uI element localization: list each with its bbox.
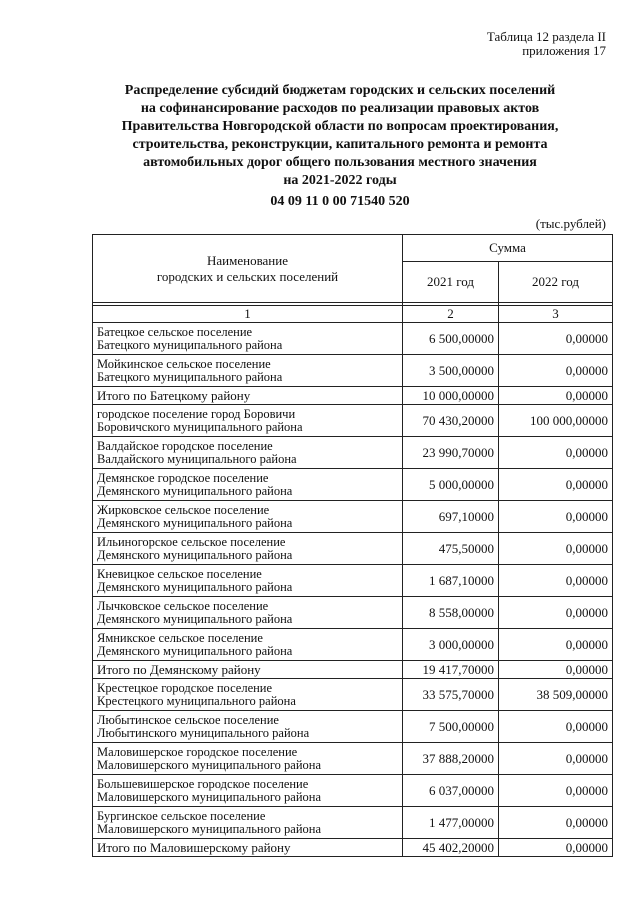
district-name: Батецкого муниципального района [97,337,283,352]
table-row [93,597,613,629]
district-name: Демянского муниципального района [97,643,293,658]
amount-2021: 23 990,70000 [403,437,499,469]
amount-2022: 0,00000 [499,533,613,565]
settlement-name-cell [93,679,403,711]
amount-2021: 1 477,00000 [403,807,499,839]
amount-2021: 7 500,00000 [403,711,499,743]
table-row [93,533,613,565]
table-total-row [93,387,613,405]
table-row [93,323,613,355]
amount-2021: 6 037,00000 [403,775,499,807]
amount-2022: 0,00000 [499,501,613,533]
settlement-name-cell [93,323,403,355]
header-name-line2: городских и сельских поселений [156,268,339,284]
settlement-name-cell [93,405,403,437]
table-total-row [93,661,613,679]
settlement-name-cell [93,437,403,469]
title-line: автомобильных дорог общего пользования местного значения [143,155,537,170]
table-row [93,501,613,533]
amount-2022: 0,00000 [499,387,613,405]
table-row [93,437,613,469]
column-number: 3 [499,306,613,323]
settlement-name-cell [93,533,403,565]
settlement-name: Батецкое сельское поселение [97,324,253,339]
settlement-name-cell [93,469,403,501]
amount-2021: 6 500,00000 [403,323,499,355]
column-numbers-row [93,306,613,323]
table-reference-line2: приложения 17 [522,43,606,58]
settlement-name: Лычковское сельское поселение [97,598,269,613]
settlement-name: Кневицкое сельское поселение [97,566,262,581]
district-name: Демянского муниципального района [97,579,293,594]
title-line: на софинансирование расходов по реализации правовых актов [140,101,540,116]
district-name: Демянского муниципального района [97,515,293,530]
amount-2022: 0,00000 [499,323,613,355]
district-name: Боровичского муниципального района [97,419,303,434]
district-name: Демянского муниципального района [97,547,293,562]
amount-2021: 3 000,00000 [403,629,499,661]
title-line: Правительства Новгородской области по вопросам проектирования, [121,119,559,134]
settlement-name-cell [93,355,403,387]
amount-2021: 3 500,00000 [403,355,499,387]
table-row [93,775,613,807]
settlement-name: Маловишерское городское поселение [97,744,298,759]
table-row [93,629,613,661]
amount-2022: 0,00000 [499,437,613,469]
table-row [93,711,613,743]
amount-2022: 0,00000 [499,711,613,743]
unit-label: (тыс.рублей) [535,216,606,231]
header-name-line1: Наименование [207,252,288,268]
header-sum: Сумма [403,235,613,262]
settlement-name: Крестецкое городское поселение [97,680,273,695]
amount-2022: 0,00000 [499,565,613,597]
amount-2022: 100 000,00000 [499,405,613,437]
district-name: Батецкого муниципального района [97,369,283,384]
amount-2022: 0,00000 [499,807,613,839]
amount-2022: 0,00000 [499,355,613,387]
amount-2021: 10 000,00000 [403,387,499,405]
settlement-name-cell [93,807,403,839]
table-row [93,355,613,387]
table-row [93,469,613,501]
settlement-name: Итого по Батецкому району [97,387,251,403]
settlement-name: Любытинское сельское поселение [97,712,279,727]
settlement-name: Итого по Демянскому району [97,661,261,677]
settlement-name-cell [93,775,403,807]
amount-2021: 8 558,00000 [403,597,499,629]
amount-2022: 0,00000 [499,469,613,501]
amount-2022: 0,00000 [499,775,613,807]
table-row [93,743,613,775]
table-reference-line1: Таблица 12 раздела II [486,29,606,44]
table-row [93,565,613,597]
district-name: Маловишерского муниципального района [97,821,322,836]
title-line: на 2021-2022 годы [283,173,397,188]
settlement-name: Валдайское городское поселение [97,438,273,453]
amount-2021: 697,10000 [403,501,499,533]
amount-2022: 0,00000 [499,839,613,857]
column-number: 1 [93,306,403,323]
table-row [93,679,613,711]
amount-2021: 70 430,20000 [403,405,499,437]
title-line: строительства, реконструкции, капитального ремонта и ремонта [132,137,548,152]
settlement-name: Бургинское сельское поселение [97,808,266,823]
budget-code: 04 09 11 0 00 71540 520 [270,194,410,209]
amount-2022: 0,00000 [499,597,613,629]
settlement-name-cell [93,501,403,533]
amount-2021: 19 417,70000 [403,661,499,679]
column-number: 2 [403,306,499,323]
district-name: Валдайского муниципального района [97,451,297,466]
header-2022: 2022 год [499,262,613,303]
header-name [93,235,403,303]
amount-2021: 37 888,20000 [403,743,499,775]
settlement-name: Мойкинское сельское поселение [97,356,271,371]
settlement-name: Ямникское сельское поселение [97,630,263,645]
district-name: Демянского муниципального района [97,483,293,498]
amount-2021: 475,50000 [403,533,499,565]
settlement-name-cell [93,387,403,405]
district-name: Любытинского муниципального района [97,725,310,740]
subsidy-table [92,234,613,857]
settlement-name: Большевишерское городское поселение [97,776,309,791]
table-row [93,807,613,839]
amount-2021: 5 000,00000 [403,469,499,501]
amount-2022: 0,00000 [499,743,613,775]
district-name: Маловишерского муниципального района [97,757,322,772]
amount-2022: 0,00000 [499,629,613,661]
district-name: Крестецкого муниципального района [97,693,296,708]
amount-2021: 1 687,10000 [403,565,499,597]
settlement-name-cell [93,711,403,743]
table-total-row [93,839,613,857]
title-line: Распределение субсидий бюджетам городских и сельских поселений [124,83,556,98]
settlement-name: Ильиногорское сельское поселение [97,534,286,549]
district-name: Маловишерского муниципального района [97,789,322,804]
amount-2022: 0,00000 [499,661,613,679]
settlement-name-cell [93,661,403,679]
settlement-name: городское поселение город Боровичи [97,406,296,421]
settlement-name: Демянское городское поселение [97,470,269,485]
amount-2021: 33 575,70000 [403,679,499,711]
settlement-name-cell [93,565,403,597]
header-2021: 2021 год [403,262,499,303]
settlement-name-cell [93,629,403,661]
amount-2021: 45 402,20000 [403,839,499,857]
settlement-name-cell [93,743,403,775]
document-title [60,82,620,190]
settlement-name: Жирковское сельское поселение [97,502,270,517]
table-row [93,405,613,437]
settlement-name-cell [93,597,403,629]
district-name: Демянского муниципального района [97,611,293,626]
table-reference [487,30,606,58]
settlement-name: Итого по Маловишерскому району [97,839,291,855]
amount-2022: 38 509,00000 [499,679,613,711]
settlement-name-cell [93,839,403,857]
